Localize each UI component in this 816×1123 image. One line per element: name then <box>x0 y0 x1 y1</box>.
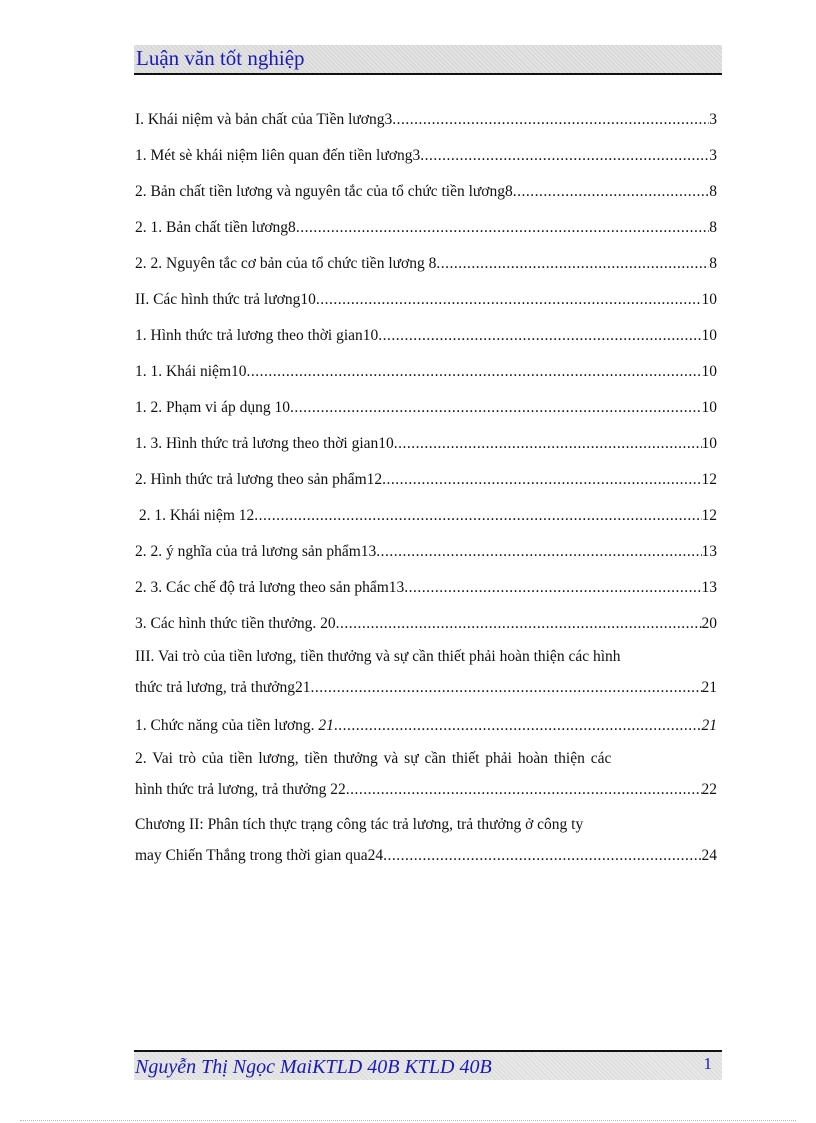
toc-leader-dots <box>247 357 702 387</box>
toc-leader-dots <box>310 673 701 703</box>
toc-leader-dots <box>420 141 709 171</box>
toc-entry-text: 1. Hình thức trả lương theo thời gian10 <box>135 327 379 344</box>
toc-leader-dots <box>254 501 701 531</box>
toc-leader-dots <box>296 213 709 243</box>
toc-leader-dots <box>376 537 701 567</box>
toc-leader-dots <box>382 465 701 495</box>
toc-entry[interactable] <box>135 246 717 282</box>
toc-entry-page: 8 <box>709 183 717 200</box>
toc-entry[interactable] <box>135 606 717 642</box>
toc-entry-text: 2. 1. Bản chất tiền lương8 <box>135 219 296 236</box>
toc-leader-dots <box>404 573 701 603</box>
page-footer <box>134 1050 722 1080</box>
toc-entry-page: 20 <box>701 615 717 632</box>
toc-entry[interactable] <box>135 318 717 354</box>
toc-entry-text: 1. 1. Khái niệm10 <box>135 363 247 380</box>
toc-leader-dots <box>334 711 702 741</box>
toc-entry-text: III. Vai trò của tiền lương, tiền thưởng và sự cần thiết phải hoàn thiện các hình <box>135 648 621 665</box>
toc-entry[interactable] <box>135 570 717 606</box>
toc-entry[interactable] <box>135 174 717 210</box>
toc-leader-dots <box>378 321 701 351</box>
toc-entry-page: 10 <box>701 399 717 416</box>
toc-entry-text: I. Khái niệm và bản chất của Tiền lương3 <box>135 111 393 128</box>
toc-leader-dots <box>383 841 701 871</box>
toc-entry-page: 13 <box>701 579 717 596</box>
toc-entry[interactable] <box>135 102 717 138</box>
toc-leader-dots <box>346 775 702 805</box>
toc-entry[interactable] <box>135 462 717 498</box>
toc-entry-text: 2. Vai trò của tiền lương, tiền thưởng và sự cần thiết phải hoàn thiện các <box>135 750 612 767</box>
toc-entry-page: 21 <box>701 717 717 734</box>
toc-entry-page: 10 <box>701 327 717 344</box>
toc-leader-dots <box>336 609 702 639</box>
header-title: Luận văn tốt nghiệp <box>136 46 305 70</box>
toc-entry-text: 2. 1. Khái niệm 12 <box>135 507 255 524</box>
toc-entry[interactable] <box>135 354 717 390</box>
toc-entry-text: 2. 3. Các chế độ trả lương theo sản phẩm13 <box>135 579 405 596</box>
toc-entry-page: 12 <box>701 471 717 488</box>
toc-entry-text: Chương II: Phân tích thực trạng công tác trả lương, trả thưởng ở công ty <box>135 816 584 833</box>
toc-entry-page: 13 <box>701 543 717 560</box>
toc-entry-page: 10 <box>701 363 717 380</box>
toc-entry-page: 8 <box>709 219 717 236</box>
toc-entry-text: II. Các hình thức trả lương10 <box>135 291 316 308</box>
toc-entry[interactable] <box>135 498 717 534</box>
table-of-contents <box>135 102 717 876</box>
toc-entry-page: 10 <box>701 435 717 452</box>
toc-entry-text: 1. Chức năng của tiền lương. <box>135 717 319 734</box>
toc-entry-text: 2. Hình thức trả lương theo sản phẩm12 <box>135 471 383 488</box>
toc-entry-text: 1. Mét sè khái niệm liên quan đến tiền lương3 <box>135 147 421 164</box>
page-header <box>134 45 722 75</box>
footer-page-number: 1 <box>703 1054 712 1073</box>
toc-entry-page-ref: 21 <box>318 717 334 734</box>
toc-entry-page: 22 <box>701 781 717 798</box>
toc-leader-dots <box>392 105 709 135</box>
toc-leader-dots <box>436 249 709 279</box>
toc-entry[interactable] <box>135 642 717 708</box>
page-bottom-divider <box>20 1120 796 1121</box>
toc-entry[interactable] <box>135 282 717 318</box>
toc-entry-text: 1. 3. Hình thức trả lương theo thời gian10 <box>135 435 394 452</box>
toc-entry[interactable] <box>135 744 717 810</box>
toc-entry-text-continued: may Chiến Thắng trong thời gian qua24 <box>135 847 384 864</box>
toc-entry-page: 12 <box>701 507 717 524</box>
toc-entry-page: 10 <box>701 291 717 308</box>
toc-entry-text: 3. Các hình thức tiền thưởng. 20 <box>135 615 336 632</box>
toc-entry[interactable] <box>135 810 717 876</box>
toc-entry[interactable] <box>135 138 717 174</box>
toc-entry-page: 24 <box>701 847 717 864</box>
toc-entry-text-continued: thức trả lương, trả thưởng21 <box>135 679 311 696</box>
toc-leader-dots <box>394 429 702 459</box>
toc-entry-page: 3 <box>709 111 717 128</box>
toc-entry-text: 2. 2. Nguyên tắc cơ bản của tổ chức tiền lương 8 <box>135 255 437 272</box>
toc-entry[interactable] <box>135 390 717 426</box>
toc-leader-dots <box>316 285 702 315</box>
toc-entry-page: 8 <box>709 255 717 272</box>
toc-entry-text: 2. 2. ý nghĩa của trả lương sản phẩm13 <box>135 543 377 560</box>
toc-entry-page: 21 <box>701 679 717 696</box>
toc-entry[interactable] <box>135 534 717 570</box>
toc-entry[interactable] <box>135 210 717 246</box>
toc-entry-text: 2. Bản chất tiền lương và nguyên tắc của tổ chức tiền lương8 <box>135 183 513 200</box>
toc-entry[interactable] <box>135 708 717 744</box>
toc-leader-dots <box>513 177 709 207</box>
toc-entry-text: 1. 2. Phạm vi áp dụng 10 <box>135 399 290 416</box>
footer-author: Nguyễn Thị Ngọc MaiKTLD 40B KTLD 40B <box>135 1056 492 1078</box>
toc-entry[interactable] <box>135 426 717 462</box>
toc-leader-dots <box>290 393 702 423</box>
toc-entry-text-continued: hình thức trả lương, trả thưởng 22 <box>135 781 346 798</box>
toc-entry-page: 3 <box>709 147 717 164</box>
